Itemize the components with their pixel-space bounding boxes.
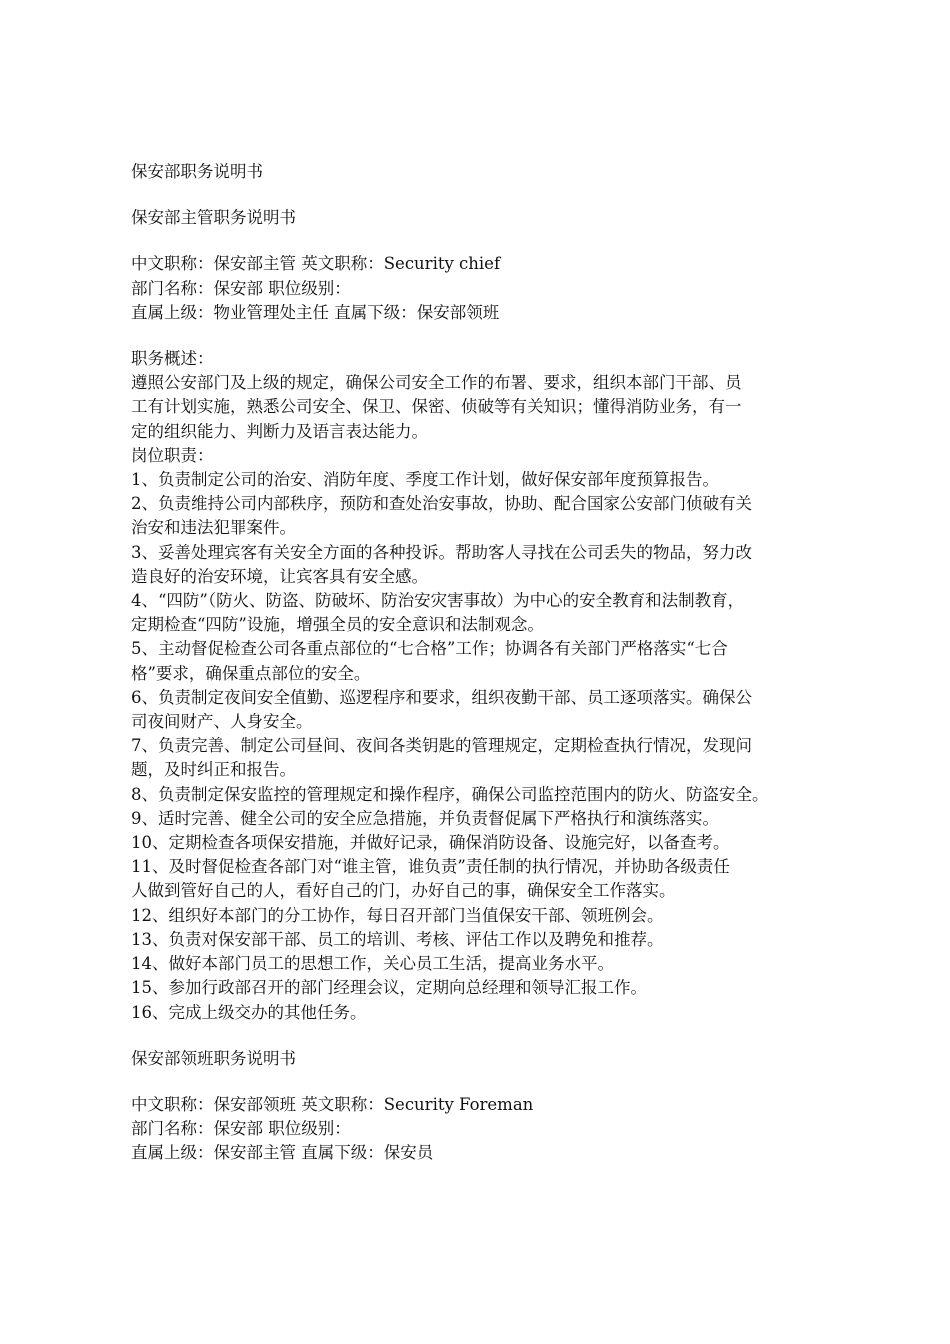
duty-line: 治安和违法犯罪案件。 <box>131 518 296 538</box>
duty-line: 7、负责完善、制定公司昼间、夜间各类钥匙的管理规定，定期检查执行情况，发现问 <box>131 736 752 756</box>
duty-line: 题，及时纠正和报告。 <box>131 760 296 780</box>
spacer <box>131 184 861 206</box>
duty-line: 定期检查“四防”设施，增强全员的安全意识和法制观念。 <box>131 615 544 635</box>
spacer <box>131 325 861 347</box>
duty-line: 3、妥善处理宾客有关安全方面的各种投诉。帮助客人寻找在公司丢失的物品，努力改 <box>131 542 752 562</box>
duty-line: 格”要求，确保重点部位的安全。 <box>131 663 371 683</box>
summary-heading: 职务概述： <box>131 349 214 369</box>
duty-line: 8、负责制定保安监控的管理规定和操作程序，确保公司监控范围内的防火、防盗安全。 <box>131 784 769 804</box>
duty-line: 10、定期检查各项保安措施，并做好记录，确保消防设备、设施完好，以备查考。 <box>131 833 730 853</box>
chief-info-line: 中文职称：保安部主管 英文职称：Security chief <box>131 254 501 274</box>
chief-section-title: 保安部主管职务说明书 <box>131 208 296 228</box>
duty-line: 2、负责维持公司内部秩序，预防和查处治安事故，协助、配合国家公安部门侦破有关 <box>131 494 752 514</box>
spacer <box>131 1025 861 1047</box>
duty-line: 11、及时督促检查各部门对“谁主管，谁负责”责任制的执行情况，并协助各级责任 <box>131 857 730 877</box>
duty-line: 造良好的治安环境，让宾客具有安全感。 <box>131 566 428 586</box>
summary-line: 遵照公安部门及上级的规定，确保公司安全工作的布署、要求，组织本部门干部、员 <box>131 373 742 393</box>
duty-line: 1、负责制定公司的治安、消防年度、季度工作计划，做好保安部年度预算报告。 <box>131 470 719 490</box>
document-content <box>131 160 861 1166</box>
duty-line: 14、做好本部门员工的思想工作，关心员工生活，提高业务水平。 <box>131 954 614 974</box>
foreman-info-line: 部门名称：保安部 职位级别： <box>131 1119 351 1139</box>
duty-line: 4、“四防”（防火、防盗、防破坏、防治安灾害事故）为中心的安全教育和法制教育， <box>131 591 745 611</box>
duty-line: 人做到管好自己的人，看好自己的门，办好自己的事，确保安全工作落实。 <box>131 881 676 901</box>
duty-line: 13、负责对保安部干部、员工的培训、考核、评估工作以及聘免和推荐。 <box>131 929 664 949</box>
duty-line: 5、主动督促检查公司各重点部位的“七合格”工作；协调各有关部门严格落实“七合 <box>131 639 728 659</box>
foreman-info-line: 中文职称：保安部领班 英文职称：Security Foreman <box>131 1094 534 1114</box>
summary-line: 定的组织能力、判断力及语言表达能力。 <box>131 421 428 441</box>
document-title: 保安部职务说明书 <box>131 162 263 181</box>
foreman-info-line: 直属上级：保安部主管 直属下级：保安员 <box>131 1143 434 1163</box>
chief-info-line: 直属上级：物业管理处主任 直属下级：保安部领班 <box>131 302 500 322</box>
chief-info-line: 部门名称：保安部 职位级别： <box>131 278 351 298</box>
duty-line: 16、完成上级交办的其他任务。 <box>131 1002 367 1022</box>
duty-line: 15、参加行政部召开的部门经理会议，定期向总经理和领导汇报工作。 <box>131 978 647 998</box>
spacer <box>131 1071 861 1093</box>
foreman-section-title: 保安部领班职务说明书 <box>131 1048 296 1068</box>
summary-line: 工有计划实施，熟悉公司安全、保卫、保密、侦破等有关知识；懂得消防业务，有一 <box>131 397 742 417</box>
spacer <box>131 230 861 252</box>
duty-line: 司夜间财产、人身安全。 <box>131 712 313 732</box>
duty-line: 9、适时完善、健全公司的安全应急措施，并负责督促属下严格执行和演练落实。 <box>131 808 719 828</box>
duty-line: 6、负责制定夜间安全值勤、巡逻程序和要求，组织夜勤干部、员工逐项落实。确保公 <box>131 687 752 707</box>
duties-heading: 岗位职责： <box>131 445 214 465</box>
duty-line: 12、组织好本部门的分工协作，每日召开部门当值保安干部、领班例会。 <box>131 905 664 925</box>
